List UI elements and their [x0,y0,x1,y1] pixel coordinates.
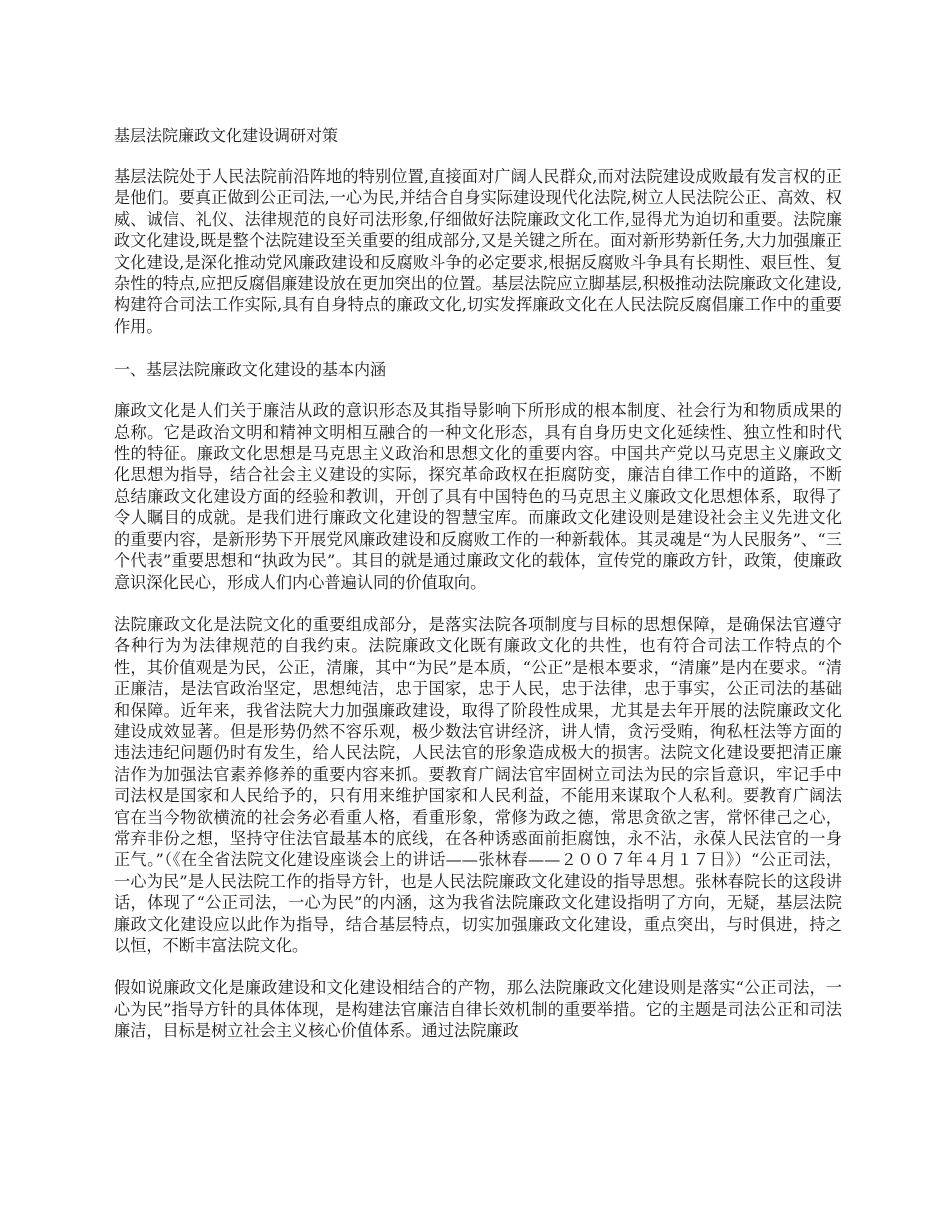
section-heading: 一、基层法院廉政文化建设的基本内涵 [114,360,387,380]
document-title: 基层法院廉政文化建设调研对策 [114,126,339,145]
section-paragraph-2: 法院廉政文化是法院文化的重要组成部分，是落实法院各项制度与目标的思想保障，是确保法官遵守各种行为为法律规范的自我约束。法院廉政文化既有廉政文化的共性，也有符合司法工作特点的个性，其价值观是为民，公正，清廉，其中“为民”是本质，“公正”是根本要求，“清廉”是内在要求。“清正廉洁，是法官政治坚定，思想纯洁，忠于国家，忠于人民，忠于法律，忠于事实，公正司法的基础和保障。近年来，我省法院大力加强廉政建设，取得了阶段性成果，尤其是去年开展的法院廉政文化建设成效显著。但是形势仍然不容乐观，极少数法官讲经济，讲人情，贪污受贿，徇私枉法等方面的违法违纪问题仍时有发生，给人民法院，人民法官的形象造成极大的损害。法院文化建设要把清正廉洁作为加强法官素养修养的重要内容来抓。要教育广阔法官牢固树立司法为民的宗旨意识，牢记手中司法权是国家和人民给予的，只有用来维护国家和人民利益，不能用来谋取个人私利。要教育广阔法官在当今物欲横流的社会务必看重人格，看重形象，常修为政之德，常思贪欲之害，常怀律己之心，常弃非份之想，坚持守住法官最基本的底线，在各种诱惑面前拒腐蚀，永不沾，永葆人民法官的一身正气。”（《在全省法院文化建设座谈会上的讲话——张林春——２００７年４月１７日》）“公正司法，一心为民”是人民法院工作的指导方针，也是人民法院廉政文化建设的指导思想。张林春院长的这段讲话，体现了“公正司法，一心为民”的内涵，这为我省法院廉政文化建设指明了方向，无疑，基层法院廉政文化建设应以此作为指导，结合基层特点，切实加强廉政文化建设，重点突出，与时俱进，持之以恒，不断丰富法院文化。 [114,614,842,955]
intro-paragraph: 基层法院处于人民法院前沿阵地的特别位置,直接面对广阔人民群众,而对法院建设成败最有发言权的正是他们。要真正做到公正司法,一心为民,并结合自身实际建设现代化法院,树立人民法院公正、高效、权威、诚信、礼仪、法律规范的良好司法形象,仔细做好法院廉政文化工作,显得尤为迫切和重要。法院廉政文化建设,既是整个法院建设至关重要的组成部分,又是关键之所在。面对新形势新任务,大力加强廉正文化建设,是深化推动党风廉政建设和反腐败斗争的必定要求,根据反腐败斗争具有长期性、艰巨性、复杂性的特点,应把反腐倡廉建设放在更加突出的位置。基层法院应立脚基层,积极推动法院廉政文化建设,构建符合司法工作实际,具有自身特点的廉政文化,切实发挥廉政文化在人民法院反腐倡廉工作中的重要作用。 [114,167,842,336]
document-page [114,124,842,1063]
section-paragraph-3: 假如说廉政文化是廉政建设和文化建设相结合的产物，那么法院廉政文化建设则是落实“公正司法，一心为民”指导方针的具体体现，是构建法官廉洁自律长效机制的重要举措。它的主题是司法公正和司法廉洁，目标是树立社会主义核心价值体系。通过法院廉政 [114,978,842,1041]
section-paragraph-1: 廉政文化是人们关于廉洁从政的意识形态及其指导影响下所形成的根本制度、社会行为和物质成果的总称。它是政治文明和精神文明相互融合的一种文化形态，具有自身历史文化延续性、独立性和时代性的特征。廉政文化思想是马克思主义政治和思想文化的重要内容。中国共产党以马克思主义廉政文化思想为指导，结合社会主义建设的实际，探究革命政权在拒腐防变，廉洁自律工作中的道路，不断总结廉政文化建设方面的经验和教训，开创了具有中国特色的马克思主义廉政文化思想体系，取得了令人瞩目的成就。是我们进行廉政文化建设的智慧宝库。而廉政文化建设则是建设社会主义先进文化的重要内容，是新形势下开展党风廉政建设和反腐败工作的一种新载体。其灵魂是“为人民服务”、“三个代表”重要思想和“执政为民”。其目的就是通过廉政文化的载体，宣传党的廉政方针，政策，使廉政意识深化民心，形成人们内心普遍认同的价值取向。 [114,401,842,592]
